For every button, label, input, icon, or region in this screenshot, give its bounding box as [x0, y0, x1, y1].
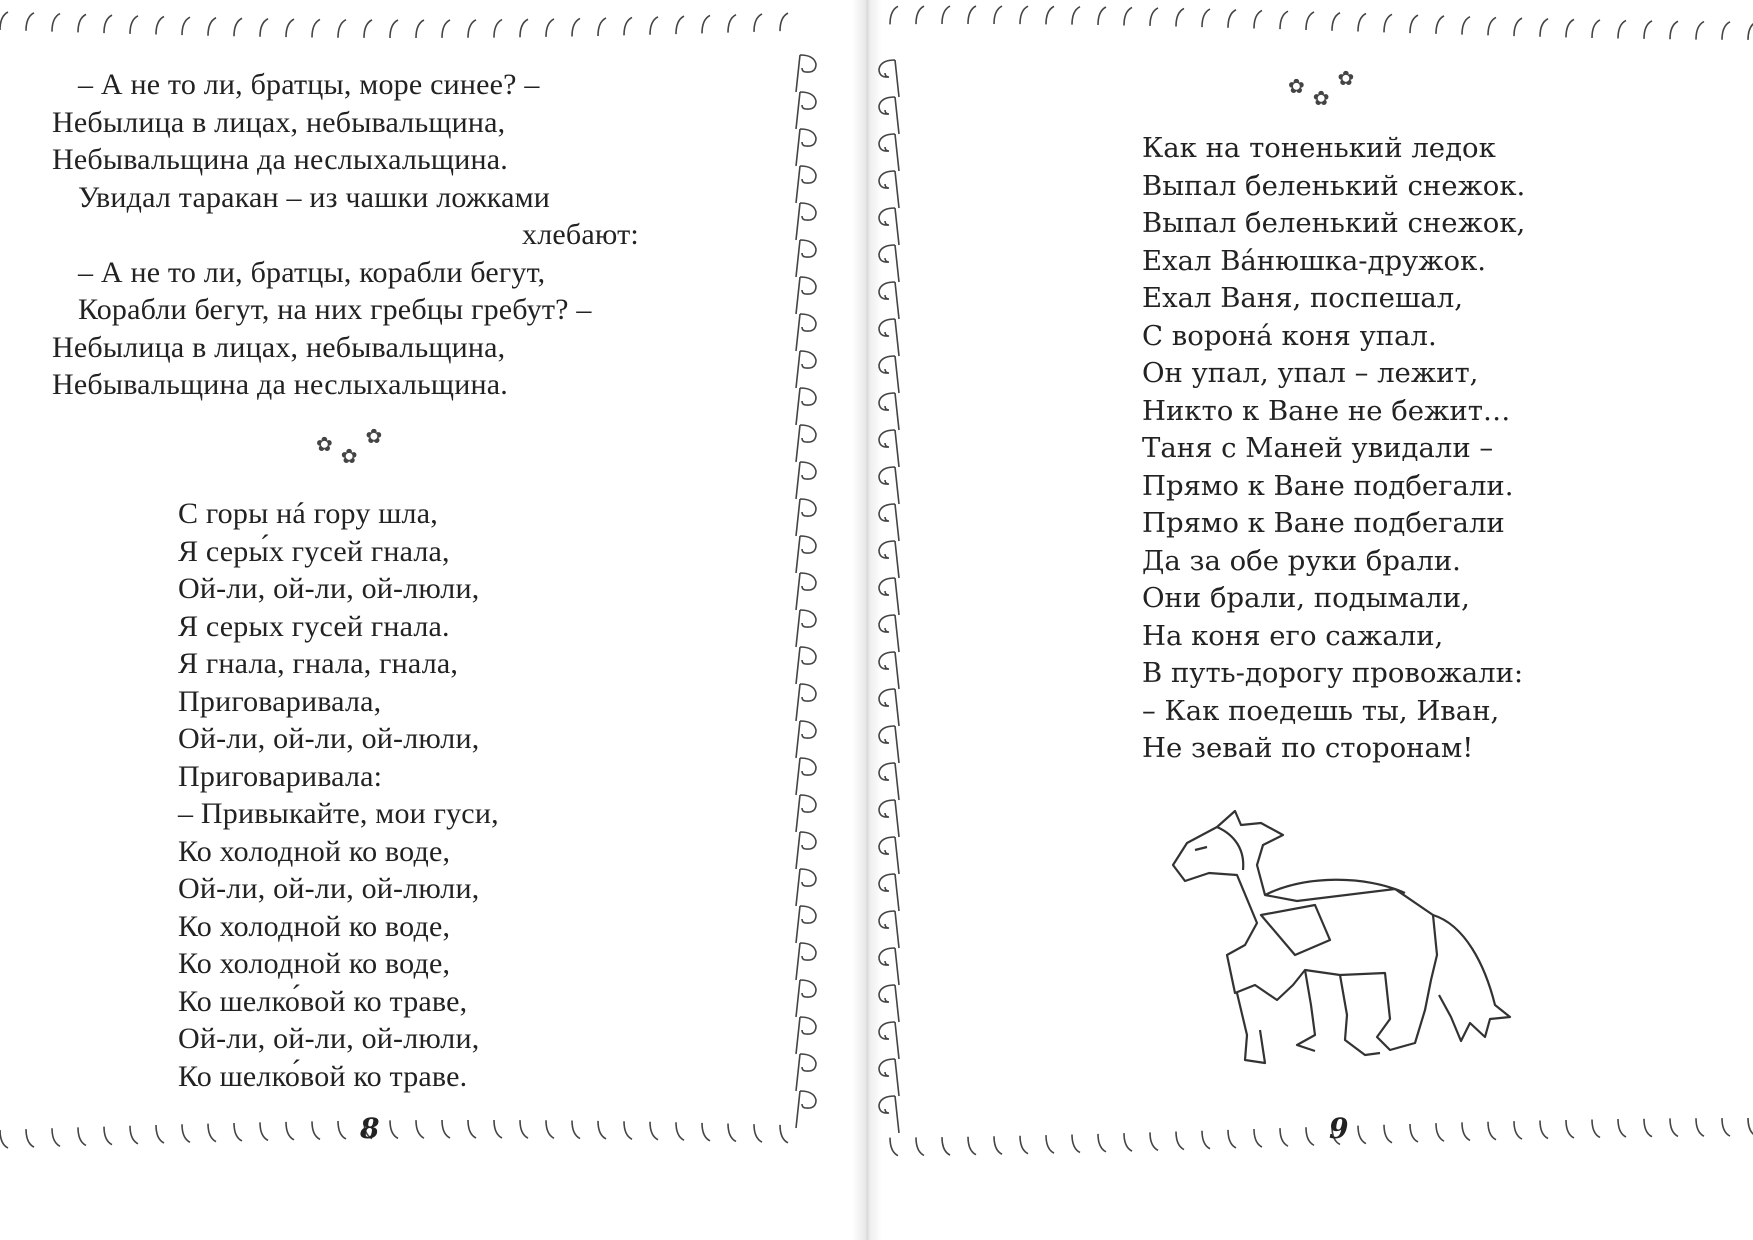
poem-line: – Как поедешь ты, Иван,	[1142, 694, 1500, 727]
border-loop	[968, 6, 976, 24]
border-loop	[796, 92, 816, 129]
border-loop	[796, 906, 816, 943]
poem-line: Ехал Вáнюшка-дружок.	[1142, 244, 1487, 277]
border-loop	[796, 721, 816, 758]
border-loop	[1150, 1132, 1158, 1150]
poem-line: С горы нá гору шла,	[178, 497, 438, 530]
border-loop	[879, 615, 899, 652]
border-loop	[1072, 1135, 1080, 1153]
border-loop	[942, 6, 950, 24]
border-loop	[442, 1120, 450, 1138]
border-loop	[1202, 1131, 1210, 1149]
border-loop	[879, 245, 899, 282]
border-loop	[879, 578, 899, 615]
border-loop	[702, 15, 710, 33]
border-loop	[942, 1137, 950, 1155]
border-loop	[364, 20, 372, 38]
border-loop	[1748, 22, 1753, 40]
poem-line: Ко шелко́вой ко траве.	[178, 1059, 468, 1093]
border-loop	[208, 1124, 216, 1142]
border-loop	[1046, 6, 1054, 24]
poem-line: Небывальщина да неслыхальщина.	[52, 143, 508, 176]
border-loop	[890, 1138, 898, 1156]
border-loop	[796, 277, 816, 314]
border-loop	[879, 800, 899, 837]
border-loop	[796, 943, 816, 980]
left-poem-2	[178, 495, 499, 1095]
border-loop	[796, 684, 816, 721]
border-loop	[1462, 1122, 1470, 1140]
right-poem	[1142, 130, 1525, 768]
border-loop	[130, 16, 138, 34]
poem-line: хлебают:	[522, 218, 639, 251]
border-loop	[1410, 1124, 1418, 1142]
border-loop	[879, 911, 899, 948]
border-loop	[1514, 18, 1522, 36]
border-loop	[1540, 1120, 1548, 1138]
poem-line: Он упал, упал – лежит,	[1142, 357, 1479, 389]
border-loop	[1384, 14, 1392, 32]
border-loop	[1488, 17, 1496, 35]
poem-line: Таня с Маней увидали –	[1142, 432, 1494, 464]
border-loop	[879, 874, 899, 911]
border-loop	[1696, 22, 1704, 40]
poem-line: Ко шелко́вой ко траве,	[178, 984, 468, 1018]
poem-line: Корабли бегут, на них гребцы гребут? –	[78, 293, 592, 326]
border-loop	[234, 1123, 242, 1141]
border-loop	[879, 393, 899, 430]
border-loop	[1228, 10, 1236, 28]
border-loop	[780, 1125, 788, 1143]
border-loop	[796, 499, 816, 536]
flower-ornament-icon: ✿✿✿	[316, 426, 383, 468]
border-loop	[416, 20, 424, 38]
border-loop	[879, 60, 899, 97]
border-loop	[890, 6, 898, 24]
border-loop	[879, 430, 899, 467]
border-loop	[879, 652, 899, 689]
border-loop	[879, 208, 899, 245]
poem-line: Ехал Ваня, поспешал,	[1142, 282, 1464, 314]
border-loop	[754, 14, 762, 32]
border-loop	[130, 1126, 138, 1144]
border-loop	[494, 1120, 502, 1138]
poem-line: Никто к Ване не бежит…	[1142, 394, 1511, 427]
poem-line: Увидал таракан – из чашки ложками	[78, 180, 551, 214]
border-loop	[728, 1123, 736, 1141]
border-loop	[796, 203, 816, 240]
poem-line: Не зевай по сторонам!	[1142, 732, 1474, 764]
left-poem-1	[52, 66, 639, 404]
border-loop	[796, 314, 816, 351]
poem-line: Приговаривала,	[178, 684, 382, 718]
border-loop	[1150, 8, 1158, 26]
border-loop	[796, 1054, 816, 1091]
border-loop	[520, 1120, 528, 1138]
border-loop	[728, 15, 736, 33]
border-loop	[1124, 7, 1132, 25]
border-loop	[1670, 1118, 1678, 1136]
border-loop	[1748, 1118, 1753, 1136]
border-loop	[796, 351, 816, 388]
border-loop	[879, 171, 899, 208]
border-loop	[1306, 12, 1314, 30]
border-loop	[0, 12, 8, 30]
border-loop	[754, 1124, 762, 1142]
poem-line: Небылица в лицах, небывальщина,	[52, 330, 506, 364]
border-loop	[650, 17, 658, 35]
border-loop	[1358, 1126, 1366, 1144]
border-loop	[338, 1121, 346, 1139]
border-loop	[879, 1096, 899, 1133]
border-loop	[879, 97, 899, 134]
border-loop	[879, 837, 899, 874]
border-loop	[1176, 8, 1184, 26]
border-loop	[338, 20, 346, 38]
border-loop	[879, 134, 899, 171]
border-loop	[442, 20, 450, 38]
border-loop	[468, 20, 476, 38]
border-loop	[994, 6, 1002, 24]
border-loop	[796, 832, 816, 869]
border-loop	[78, 1127, 86, 1145]
poem-line: – Привыкайте, мои гуси,	[178, 797, 499, 830]
border-loop	[796, 795, 816, 832]
border-loop	[546, 19, 554, 37]
border-loop	[879, 726, 899, 763]
border-loop	[624, 17, 632, 35]
border-loop	[104, 1127, 112, 1145]
border-loop	[879, 763, 899, 800]
border-loop	[1618, 20, 1626, 38]
border-loop	[796, 129, 816, 166]
border-loop	[416, 1120, 424, 1138]
poem-line: – А не то ли, братцы, море синее? –	[78, 68, 540, 101]
poem-line: Ой-ли, ой-ли, ой-люли,	[178, 572, 480, 605]
border-loop	[1176, 1132, 1184, 1150]
border-loop	[994, 1136, 1002, 1154]
border-loop	[52, 14, 60, 32]
border-loop	[1722, 22, 1730, 40]
border-loop	[26, 1129, 34, 1147]
border-loop	[796, 980, 816, 1017]
border-loop	[26, 13, 34, 31]
poem-line: Они брали, подымали,	[1142, 582, 1470, 614]
border-loop	[916, 1137, 924, 1155]
border-loop	[1046, 1135, 1054, 1153]
horse-icon	[1165, 805, 1520, 1070]
border-loop	[598, 18, 606, 36]
page-number: 9	[1329, 1112, 1349, 1145]
border-loop	[156, 17, 164, 35]
border-loop	[182, 1124, 190, 1142]
poem-line: – А не то ли, братцы, корабли бегут,	[78, 255, 546, 289]
border-loop	[156, 1125, 164, 1143]
border-loop	[1384, 1125, 1392, 1143]
border-loop	[796, 610, 816, 647]
border-loop	[572, 18, 580, 36]
border-loop	[879, 1059, 899, 1096]
border-loop	[1358, 14, 1366, 32]
border-loop	[796, 573, 816, 610]
border-loop	[796, 55, 816, 92]
border-loop	[1644, 21, 1652, 39]
border-loop	[796, 647, 816, 684]
border-loop	[796, 388, 816, 425]
border-loop	[520, 19, 528, 37]
border-loop	[1514, 1121, 1522, 1139]
border-loop	[796, 758, 816, 795]
border-loop	[968, 1137, 976, 1155]
border-loop	[1436, 1123, 1444, 1141]
border-loop	[796, 240, 816, 277]
border-loop	[390, 20, 398, 38]
border-loop	[598, 1121, 606, 1139]
poem-line: Да за обе руки брали.	[1142, 544, 1461, 577]
border-loop	[494, 20, 502, 38]
border-loop	[1228, 1130, 1236, 1148]
border-loop	[1254, 1129, 1262, 1147]
poem-line: На коня его сажали,	[1142, 619, 1444, 652]
border-loop	[879, 1022, 899, 1059]
border-loop	[796, 425, 816, 462]
border-loop	[260, 19, 268, 37]
border-loop	[624, 1121, 632, 1139]
border-loop	[796, 869, 816, 906]
border-loop	[1280, 1128, 1288, 1146]
border-loop	[1722, 1118, 1730, 1136]
border-loop	[208, 18, 216, 36]
border-loop	[312, 19, 320, 37]
border-loop	[1618, 1119, 1626, 1137]
poem-line: Я гнала, гнала, гнала,	[178, 647, 459, 680]
poem-line: Я серых гусей гнала.	[178, 609, 450, 643]
border-loop	[1306, 1127, 1314, 1145]
border-loop	[546, 1120, 554, 1138]
border-loop	[1566, 1120, 1574, 1138]
border-loop	[879, 948, 899, 985]
border-loop	[1124, 1133, 1132, 1151]
border-loop	[796, 1017, 816, 1054]
poem-line: В путь-дорогу провожали:	[1142, 657, 1524, 689]
border-loop	[879, 319, 899, 356]
page-number: 8	[360, 1112, 380, 1145]
border-loop	[702, 1123, 710, 1141]
poem-line: Ко холодной ко воде,	[178, 909, 451, 943]
border-loop	[312, 1121, 320, 1139]
border-loop	[1696, 1118, 1704, 1136]
border-loop	[780, 13, 788, 31]
border-loop	[879, 282, 899, 319]
border-loop	[879, 689, 899, 726]
border-loop	[1540, 19, 1548, 37]
border-loop	[78, 14, 86, 32]
border-loop	[879, 541, 899, 578]
border-loop	[104, 15, 112, 33]
border-loop	[234, 18, 242, 36]
poem-line: Прямо к Ване подбегали.	[1142, 469, 1514, 502]
border-loop	[1202, 9, 1210, 27]
border-loop	[1566, 19, 1574, 37]
poem-line: Ой-ли, ой-ли, ой-люли,	[178, 872, 480, 905]
poem-line: Я серы́х гусей гнала,	[178, 534, 450, 568]
border-loop	[572, 1121, 580, 1139]
poem-line: Ко холодной ко воде,	[178, 947, 451, 980]
border-loop	[1410, 15, 1418, 33]
border-loop	[1254, 10, 1262, 28]
border-loop	[916, 6, 924, 24]
poem-line: Выпал беленький снежок,	[1142, 207, 1526, 239]
poem-line: Небылица в лицах, небывальщина,	[52, 105, 506, 139]
border-loop	[879, 356, 899, 393]
border-loop	[650, 1122, 658, 1140]
poem-line: Приговаривала:	[178, 759, 383, 793]
border-loop	[52, 1128, 60, 1146]
border-loop	[796, 1091, 816, 1128]
border-loop	[1462, 17, 1470, 35]
border-loop	[1098, 1134, 1106, 1152]
border-loop	[286, 1122, 294, 1140]
border-loop	[286, 19, 294, 37]
poem-line: С воронá коня упал.	[1142, 319, 1437, 352]
poem-line: Ко холодной ко воде,	[178, 834, 451, 868]
border-loop	[1670, 21, 1678, 39]
border-loop	[796, 536, 816, 573]
poem-line: Ой-ли, ой-ли, ой-люли,	[178, 722, 480, 755]
poem-line: Небывальщина да неслыхальщина.	[52, 368, 508, 401]
border-loop	[879, 985, 899, 1022]
border-loop	[1592, 20, 1600, 38]
border-loop	[390, 1120, 398, 1138]
border-loop	[1020, 6, 1028, 24]
poem-line: Выпал беленький снежок.	[1142, 169, 1526, 202]
poem-line: Прямо к Ване подбегали	[1142, 507, 1505, 539]
border-loop	[0, 1130, 8, 1148]
border-loop	[182, 17, 190, 35]
border-loop	[1436, 16, 1444, 34]
border-loop	[260, 1122, 268, 1140]
border-loop	[1072, 7, 1080, 25]
border-loop	[1644, 1119, 1652, 1137]
border-loop	[879, 467, 899, 504]
flower-ornament-icon: ✿✿✿	[1288, 68, 1355, 110]
border-loop	[796, 462, 816, 499]
border-loop	[676, 16, 684, 34]
border-loop	[1488, 1122, 1496, 1140]
border-loop	[1332, 13, 1340, 31]
border-loop	[1592, 1119, 1600, 1137]
border-loop	[468, 1120, 476, 1138]
poem-line: Ой-ли, ой-ли, ой-люли,	[178, 1022, 480, 1055]
poem-line: Как на тоненький ледок	[1142, 132, 1496, 164]
border-loop	[879, 504, 899, 541]
border-loop	[1280, 11, 1288, 29]
border-loop	[676, 1122, 684, 1140]
border-loop	[1098, 7, 1106, 25]
border-loop	[796, 166, 816, 203]
border-loop	[1020, 1136, 1028, 1154]
